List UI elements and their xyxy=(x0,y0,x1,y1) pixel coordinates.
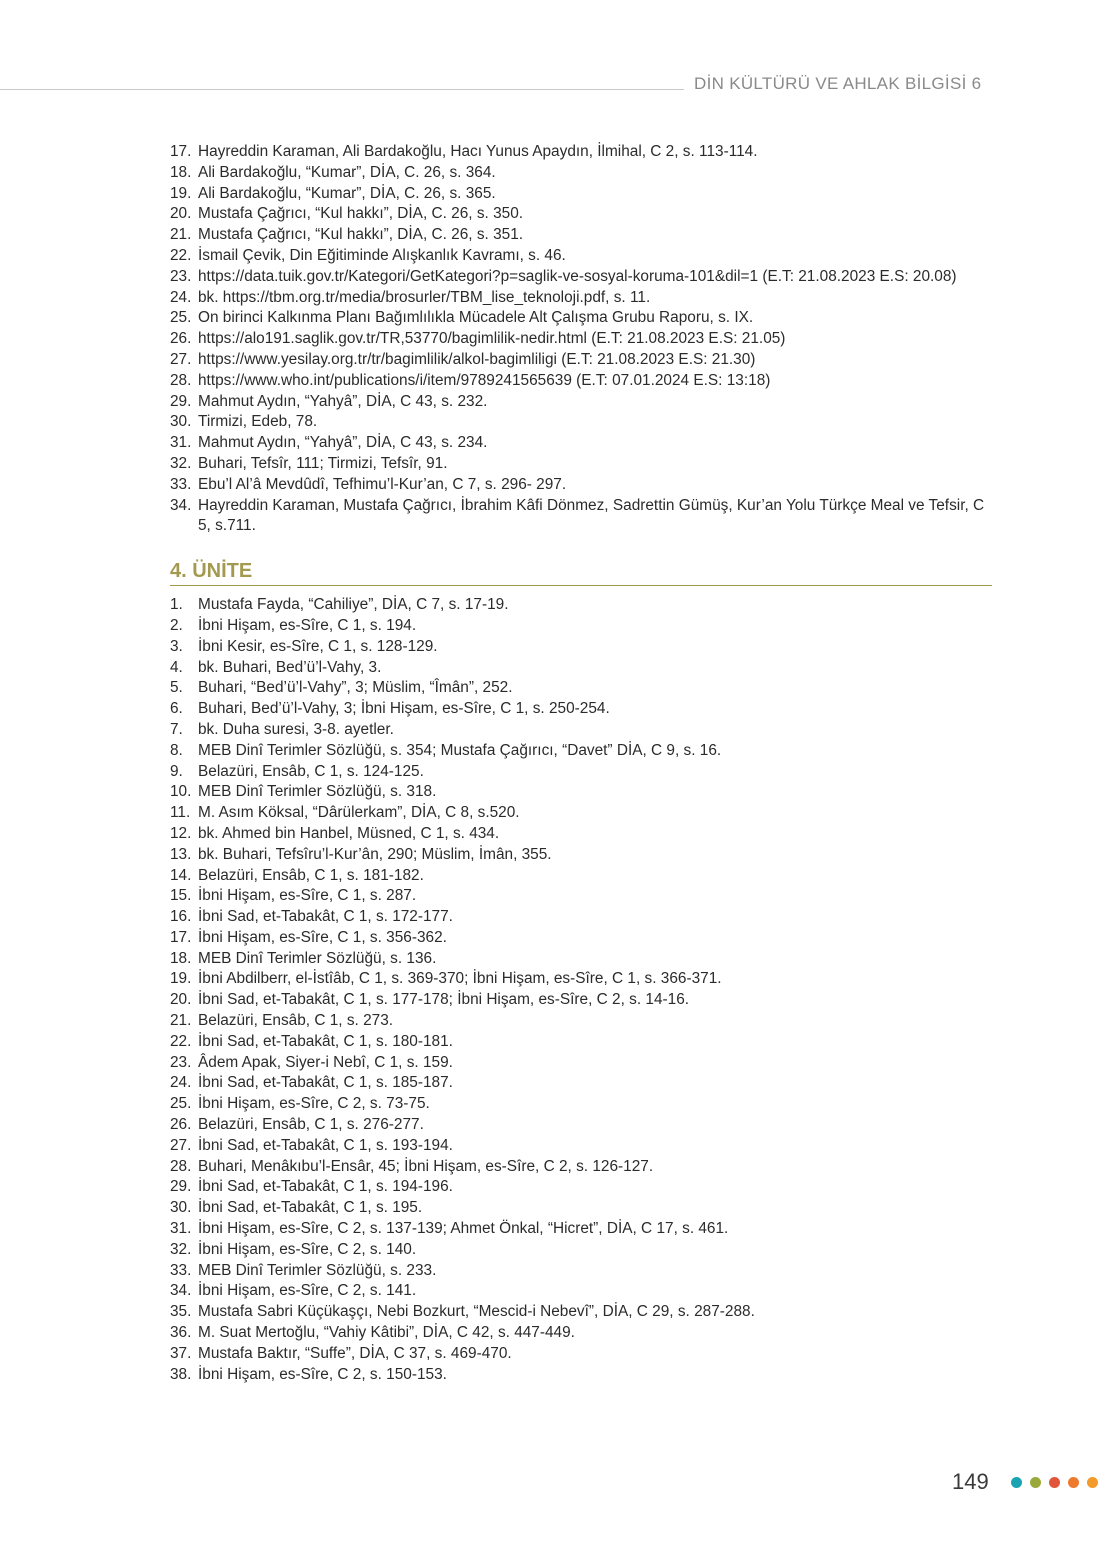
reference-number: 33. xyxy=(170,475,192,493)
reference-item xyxy=(170,288,992,309)
reference-number: 2. xyxy=(170,616,183,634)
reference-number: 12. xyxy=(170,824,192,842)
reference-number: 36. xyxy=(170,1324,192,1342)
reference-text: Belazüri, Ensâb, C 1, s. 124-125. xyxy=(198,762,424,780)
references-list-unit4 xyxy=(170,595,992,1385)
references-list-unit3 xyxy=(170,142,992,537)
reference-text: Buhari, “Bed’ü’l-Vahy”, 3; Müslim, “Îmân”, 252. xyxy=(198,679,513,697)
reference-number: 28. xyxy=(170,1157,192,1175)
reference-number: 32. xyxy=(170,1240,192,1258)
reference-item xyxy=(170,142,992,163)
reference-text: Âdem Apak, Siyer-i Nebî, C 1, s. 159. xyxy=(198,1053,453,1071)
reference-text: Belazüri, Ensâb, C 1, s. 273. xyxy=(198,1012,394,1030)
reference-text: Buhari, Menâkıbu’l-Ensâr, 45; İbni Hişam, es-Sîre, C 2, s. 126-127. xyxy=(198,1157,654,1175)
header-rule xyxy=(0,89,684,90)
reference-text: Ali Bardakoğlu, “Kumar”, DİA, C. 26, s. 364. xyxy=(198,163,496,181)
reference-text: Mahmut Aydın, “Yahyâ”, DİA, C 43, s. 232. xyxy=(198,392,488,410)
reference-item xyxy=(170,1032,992,1053)
reference-number: 31. xyxy=(170,434,192,452)
reference-text: MEB Dinî Terimler Sözlüğü, s. 318. xyxy=(198,783,437,801)
reference-number: 25. xyxy=(170,1095,192,1113)
reference-number: 24. xyxy=(170,288,192,306)
reference-text: İbni Hişam, es-Sîre, C 2, s. 150-153. xyxy=(198,1365,447,1383)
reference-item xyxy=(170,163,992,184)
reference-number: 19. xyxy=(170,184,192,202)
reference-item xyxy=(170,1240,992,1261)
reference-item xyxy=(170,412,992,433)
reference-item xyxy=(170,762,992,783)
reference-text: https://www.yesilay.org.tr/tr/bagimlilik/alkol-bagimliligi (E.T: 21.08.2023 E.S: 21.30) xyxy=(198,350,756,368)
reference-item xyxy=(170,616,992,637)
reference-text: Mustafa Fayda, “Cahiliye”, DİA, C 7, s. 17-19. xyxy=(198,596,509,614)
reference-text: M. Suat Mertoğlu, “Vahiy Kâtibi”, DİA, C 42, s. 447-449. xyxy=(198,1324,575,1342)
reference-text: M. Asım Köksal, “Dârülerkam”, DİA, C 8, s.520. xyxy=(198,804,520,822)
reference-item xyxy=(170,1157,992,1178)
reference-number: 23. xyxy=(170,1053,192,1071)
reference-number: 24. xyxy=(170,1074,192,1092)
reference-text: İbni Sad, et-Tabakât, C 1, s. 195. xyxy=(198,1199,423,1217)
reference-number: 25. xyxy=(170,309,192,327)
reference-number: 21. xyxy=(170,226,192,244)
decorative-dot xyxy=(1030,1477,1041,1488)
reference-item xyxy=(170,1073,992,1094)
reference-number: 26. xyxy=(170,1116,192,1134)
reference-item xyxy=(170,595,992,616)
reference-item xyxy=(170,454,992,475)
reference-text: Ebu’l Al’â Mevdûdî, Tefhimu’l-Kur’an, C 7, s. 296- 297. xyxy=(198,475,567,493)
reference-text: İbni Sad, et-Tabakât, C 1, s. 194-196. xyxy=(198,1178,453,1196)
reference-item xyxy=(170,741,992,762)
reference-text: bk. Buhari, Bed’ü’l-Vahy, 3. xyxy=(198,658,382,676)
reference-text: İbni Sad, et-Tabakât, C 1, s. 177-178; İbni Hişam, es-Sîre, C 2, s. 14-16. xyxy=(198,991,690,1009)
reference-item xyxy=(170,928,992,949)
reference-item xyxy=(170,1323,992,1344)
reference-number: 27. xyxy=(170,1136,192,1154)
reference-number: 33. xyxy=(170,1261,192,1279)
reference-item xyxy=(170,949,992,970)
reference-number: 17. xyxy=(170,928,192,946)
reference-item xyxy=(170,1344,992,1365)
reference-item xyxy=(170,267,992,288)
reference-item xyxy=(170,678,992,699)
reference-item xyxy=(170,907,992,928)
decorative-dots xyxy=(1011,1477,1098,1488)
reference-text: Buhari, Tefsîr, 111; Tirmizi, Tefsîr, 91. xyxy=(198,454,448,472)
reference-number: 30. xyxy=(170,1199,192,1217)
reference-number: 29. xyxy=(170,1178,192,1196)
reference-item xyxy=(170,845,992,866)
reference-item xyxy=(170,969,992,990)
reference-item xyxy=(170,699,992,720)
reference-text: İbni Sad, et-Tabakât, C 1, s. 185-187. xyxy=(198,1074,453,1092)
reference-number: 20. xyxy=(170,205,192,223)
reference-text: bk. Buhari, Tefsîru’l-Kur’ân, 290; Müslim, İmân, 355. xyxy=(198,845,552,863)
reference-number: 22. xyxy=(170,1032,192,1050)
running-header: DİN KÜLTÜRÜ VE AHLAK BİLGİSİ 6 xyxy=(694,74,982,93)
reference-text: https://www.who.int/publications/i/item/9789241565639 (E.T: 07.01.2024 E.S: 13:18) xyxy=(198,371,771,389)
reference-text: İbni Sad, et-Tabakât, C 1, s. 193-194. xyxy=(198,1136,453,1154)
decorative-dot xyxy=(1087,1477,1098,1488)
reference-number: 18. xyxy=(170,163,192,181)
reference-item xyxy=(170,184,992,205)
reference-text: bk. Ahmed bin Hanbel, Müsned, C 1, s. 434. xyxy=(198,824,500,842)
reference-text: İbni Hişam, es-Sîre, C 2, s. 73-75. xyxy=(198,1095,430,1113)
reference-number: 5. xyxy=(170,679,183,697)
reference-text: İbni Hişam, es-Sîre, C 2, s. 137-139; Ahmet Önkal, “Hicret”, DİA, C 17, s. 461. xyxy=(198,1220,729,1238)
reference-number: 6. xyxy=(170,700,183,718)
reference-item xyxy=(170,392,992,413)
reference-item xyxy=(170,329,992,350)
decorative-dot xyxy=(1068,1477,1079,1488)
reference-item xyxy=(170,308,992,329)
reference-number: 21. xyxy=(170,1012,192,1030)
reference-item xyxy=(170,782,992,803)
reference-number: 14. xyxy=(170,866,192,884)
reference-item xyxy=(170,371,992,392)
reference-number: 8. xyxy=(170,741,183,759)
reference-number: 16. xyxy=(170,908,192,926)
reference-item xyxy=(170,496,992,538)
reference-item xyxy=(170,803,992,824)
reference-text: MEB Dinî Terimler Sözlüğü, s. 136. xyxy=(198,949,437,967)
reference-text: Mustafa Çağrıcı, “Kul hakkı”, DİA, C. 26, s. 351. xyxy=(198,226,524,244)
reference-text: Hayreddin Karaman, Ali Bardakoğlu, Hacı Yunus Apaydın, İlmihal, C 2, s. 113-114. xyxy=(198,143,758,160)
reference-item xyxy=(170,886,992,907)
reference-number: 23. xyxy=(170,267,192,285)
reference-number: 28. xyxy=(170,371,192,389)
reference-text: https://alo191.saglik.gov.tr/TR,53770/bagimlilik-nedir.html (E.T: 21.08.2023 E.S: 21.05) xyxy=(198,330,786,348)
reference-number: 30. xyxy=(170,413,192,431)
reference-number: 13. xyxy=(170,845,192,863)
references-content xyxy=(170,142,992,1385)
reference-item xyxy=(170,1053,992,1074)
reference-text: İbni Abdilberr, el-İstîâb, C 1, s. 369-370; İbni Hişam, es-Sîre, C 1, s. 366-371. xyxy=(198,970,722,988)
reference-text: bk. https://tbm.org.tr/media/brosurler/TBM_lise_teknoloji.pdf, s. 11. xyxy=(198,288,651,306)
reference-item xyxy=(170,658,992,679)
reference-item xyxy=(170,1365,992,1386)
reference-text: İbni Hişam, es-Sîre, C 2, s. 140. xyxy=(198,1240,417,1258)
reference-item xyxy=(170,866,992,887)
decorative-dot xyxy=(1049,1477,1060,1488)
reference-item xyxy=(170,1094,992,1115)
reference-number: 7. xyxy=(170,720,183,738)
reference-item xyxy=(170,1198,992,1219)
reference-item xyxy=(170,350,992,371)
reference-item xyxy=(170,475,992,496)
reference-number: 4. xyxy=(170,658,183,676)
reference-item xyxy=(170,225,992,246)
reference-number: 31. xyxy=(170,1220,192,1238)
reference-item xyxy=(170,204,992,225)
reference-text: İbni Hişam, es-Sîre, C 1, s. 287. xyxy=(198,887,417,905)
reference-text: MEB Dinî Terimler Sözlüğü, s. 233. xyxy=(198,1261,437,1279)
reference-item xyxy=(170,1011,992,1032)
reference-item xyxy=(170,824,992,845)
page-number: 149 xyxy=(952,1469,989,1494)
reference-text: İsmail Çevik, Din Eğitiminde Alışkanlık Kavramı, s. 46. xyxy=(198,246,566,264)
reference-number: 32. xyxy=(170,454,192,472)
reference-text: Belazüri, Ensâb, C 1, s. 181-182. xyxy=(198,866,424,884)
reference-text: Buhari, Bed’ü’l-Vahy, 3; İbni Hişam, es-Sîre, C 1, s. 250-254. xyxy=(198,700,610,718)
reference-item xyxy=(170,990,992,1011)
reference-number: 19. xyxy=(170,970,192,988)
reference-item xyxy=(170,1302,992,1323)
reference-text: Mustafa Çağrıcı, “Kul hakkı”, DİA, C. 26, s. 350. xyxy=(198,205,524,223)
reference-number: 34. xyxy=(170,1282,192,1300)
reference-text: Mustafa Sabri Küçükaşçı, Nebi Bozkurt, “Mescid-i Nebevî”, DİA, C 29, s. 287-288. xyxy=(198,1303,755,1321)
reference-text: Hayreddin Karaman, Mustafa Çağrıcı, İbrahim Kâfi Dönmez, Sadrettin Gümüş, Kur’an Yolu Türkçe Meal ve Tefsir, C 5, s.711. xyxy=(198,496,985,535)
reference-text: Tirmizi, Edeb, 78. xyxy=(198,413,318,431)
reference-text: Ali Bardakoğlu, “Kumar”, DİA, C. 26, s. 365. xyxy=(198,184,496,202)
reference-number: 15. xyxy=(170,887,192,905)
reference-item xyxy=(170,1177,992,1198)
reference-number: 29. xyxy=(170,392,192,410)
reference-text: https://data.tuik.gov.tr/Kategori/GetKategori?p=saglik-ve-sosyal-koruma-101&dil=1 (E.T: 21.08.2023 E.S: 20.08) xyxy=(198,267,957,285)
reference-number: 11. xyxy=(170,804,191,822)
reference-text: İbni Hişam, es-Sîre, C 2, s. 141. xyxy=(198,1282,417,1300)
reference-item xyxy=(170,720,992,741)
reference-item xyxy=(170,1136,992,1157)
reference-number: 22. xyxy=(170,246,192,264)
reference-item xyxy=(170,1115,992,1136)
reference-number: 1. xyxy=(170,596,183,614)
reference-text: On birinci Kalkınma Planı Bağımlılıkla Mücadele Alt Çalışma Grubu Raporu, s. IX. xyxy=(198,309,754,327)
reference-number: 3. xyxy=(170,637,183,655)
reference-item xyxy=(170,433,992,454)
decorative-dot xyxy=(1011,1477,1022,1488)
reference-number: 18. xyxy=(170,949,192,967)
reference-text: bk. Duha suresi, 3-8. ayetler. xyxy=(198,720,394,738)
reference-number: 9. xyxy=(170,762,183,780)
reference-number: 34. xyxy=(170,496,192,514)
reference-item xyxy=(170,246,992,267)
reference-text: MEB Dinî Terimler Sözlüğü, s. 354; Mustafa Çağırıcı, “Davet” DİA, C 9, s. 16. xyxy=(198,741,722,759)
reference-item xyxy=(170,1219,992,1240)
reference-number: 37. xyxy=(170,1344,192,1362)
reference-text: Mahmut Aydın, “Yahyâ”, DİA, C 43, s. 234. xyxy=(198,434,488,452)
reference-number: 38. xyxy=(170,1365,192,1383)
reference-number: 10. xyxy=(170,783,192,801)
reference-text: Mustafa Baktır, “Suffe”, DİA, C 37, s. 469-470. xyxy=(198,1344,512,1362)
reference-number: 27. xyxy=(170,350,192,368)
reference-text: İbni Sad, et-Tabakât, C 1, s. 172-177. xyxy=(198,908,453,926)
reference-number: 17. xyxy=(170,143,192,160)
reference-number: 26. xyxy=(170,330,192,348)
reference-number: 35. xyxy=(170,1303,192,1321)
reference-text: İbni Hişam, es-Sîre, C 1, s. 194. xyxy=(198,616,417,634)
reference-text: Belazüri, Ensâb, C 1, s. 276-277. xyxy=(198,1116,424,1134)
reference-number: 20. xyxy=(170,991,192,1009)
reference-item xyxy=(170,1281,992,1302)
reference-item xyxy=(170,637,992,658)
reference-text: İbni Kesir, es-Sîre, C 1, s. 128-129. xyxy=(198,637,438,655)
reference-item xyxy=(170,1261,992,1282)
section-heading: 4. ÜNİTE xyxy=(170,558,992,586)
reference-text: İbni Hişam, es-Sîre, C 1, s. 356-362. xyxy=(198,928,447,946)
reference-text: İbni Sad, et-Tabakât, C 1, s. 180-181. xyxy=(198,1032,453,1050)
